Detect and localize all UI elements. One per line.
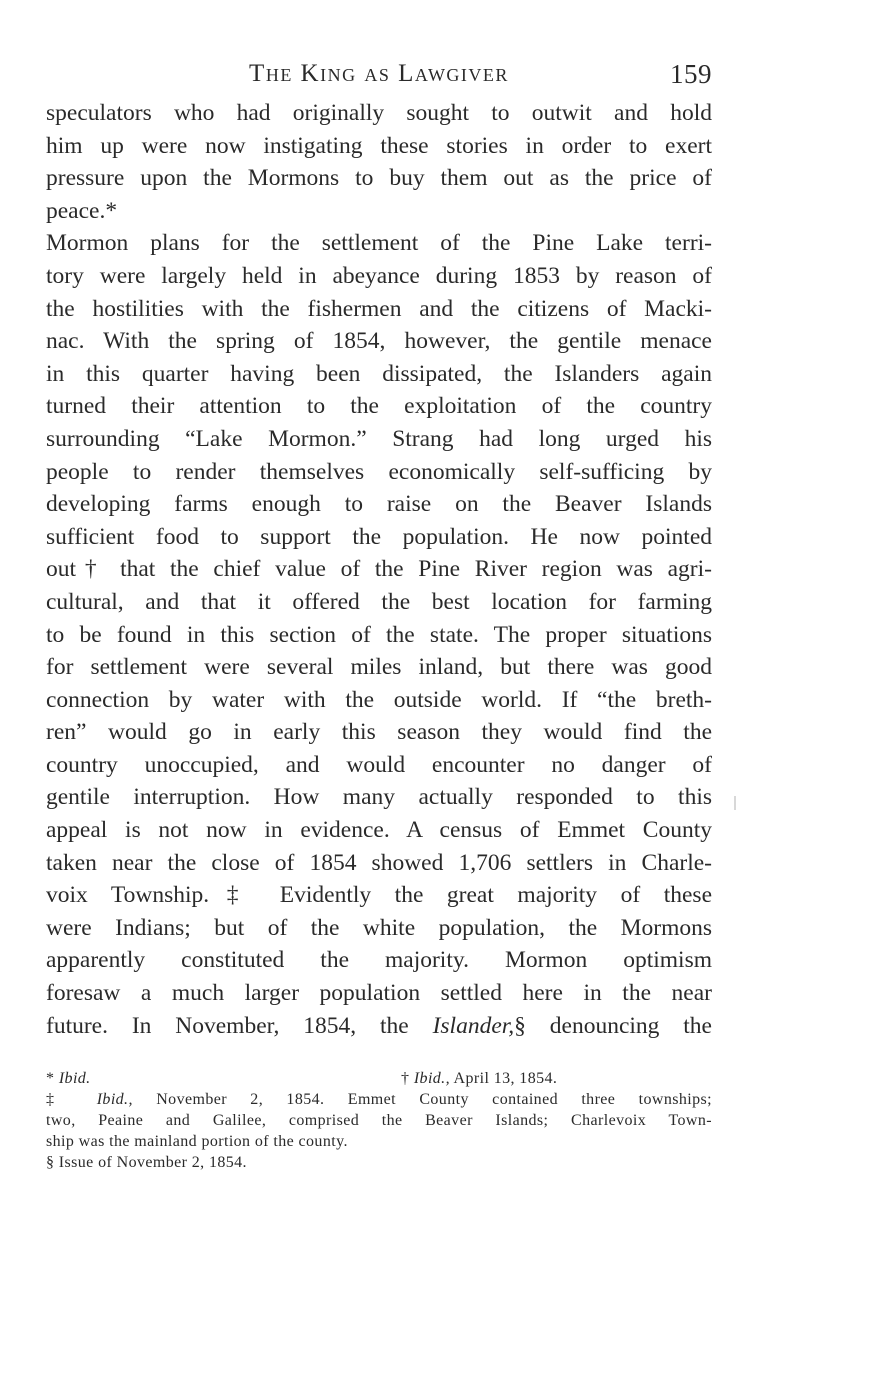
body-line: speculators who had originally sought to outwit and hold <box>46 100 712 126</box>
footnote-italic: Ibid., <box>413 1070 450 1087</box>
body-line: the hostilities with the fishermen and the citizens of Macki- <box>46 295 712 322</box>
body-line: tory were largely held in abeyance during 1853 by reason of <box>46 262 712 289</box>
page-number: 159 <box>670 59 712 89</box>
italic-title: Islander, <box>432 1012 515 1039</box>
body-line: voix Township.‡ Evidently the great majority of these <box>46 882 712 909</box>
body-line-last <box>46 1010 712 1043</box>
running-head <box>46 56 712 92</box>
body-line: country unoccupied, and would encounter no danger of <box>46 751 712 778</box>
body-text <box>46 97 712 1042</box>
body-line: in this quarter having been dissipated, the Islanders again <box>46 360 712 387</box>
footnote-3 <box>46 1089 712 1110</box>
footnote-2 <box>401 1068 557 1089</box>
footnote-row <box>46 1068 712 1089</box>
body-line: appeal is not now in evidence. A census of Emmet County <box>46 817 712 844</box>
body-line: for settlement were several miles inland, but there was good <box>46 654 712 681</box>
footnote-text: November 2, 1854. Emmet County contained three townships; <box>132 1091 712 1108</box>
footnotes <box>46 1068 712 1173</box>
footnote-mark: ‡ <box>46 1091 97 1108</box>
body-line: ren” would go in early this season they would find the <box>46 719 712 746</box>
body-line: foresaw a much larger population settled here in the near <box>46 980 712 1007</box>
body-line: apparently constituted the majority. Mormon optimism <box>46 947 712 974</box>
body-line: surrounding “Lake Mormon.” Strang had long urged his <box>46 425 712 452</box>
body-line: turned their attention to the exploitation of the country <box>46 393 712 420</box>
body-line: people to render themselves economically self-sufficing by <box>46 458 712 485</box>
body-line: peace.* <box>46 197 118 224</box>
body-line-lead: future. In November, 1854, the <box>46 1012 409 1039</box>
body-line: to be found in this section of the state. The proper situations <box>46 621 712 648</box>
body-line: were Indians; but of the white population, the Mormons <box>46 914 712 941</box>
running-title: The King as Lawgiver <box>249 60 509 87</box>
body-line: developing farms enough to raise on the Beaver Islands <box>46 491 712 518</box>
footnote-3-line-2: two, Peaine and Galilee, comprised the Beaver Islands; Charlevoix Town- <box>46 1112 712 1129</box>
footnote-mark: * <box>46 1070 59 1087</box>
body-line: gentile interruption. How many actually responded to this <box>46 784 712 811</box>
body-line: cultural, and that it offered the best location for farming <box>46 588 712 615</box>
footnote-italic: Ibid. <box>58 1070 91 1087</box>
body-line: connection by water with the outside world. If “the breth- <box>46 686 712 713</box>
body-line: pressure upon the Mormons to buy them out as the price of <box>46 165 712 192</box>
body-line: sufficient food to support the population. He now pointed <box>46 523 712 550</box>
body-line-tail: § denouncing the <box>514 1012 712 1039</box>
footnote-mark: † <box>401 1070 414 1087</box>
body-line: nac. With the spring of 1854, however, the gentile menace <box>46 328 712 355</box>
margin-mark <box>734 796 736 810</box>
footnote-italic: Ibid., <box>96 1091 133 1108</box>
footnote-4: § Issue of November 2, 1854. <box>46 1154 247 1171</box>
body-line: Mormon plans for the settlement of the Pine Lake terri- <box>46 230 712 257</box>
footnote-text: April 13, 1854. <box>450 1070 558 1087</box>
footnote-1 <box>46 1068 91 1089</box>
body-line: out† that the chief value of the Pine River region was agri- <box>46 556 712 583</box>
body-line: taken near the close of 1854 showed 1,706 settlers in Charle- <box>46 849 712 876</box>
body-line: him up were now instigating these stories in order to exert <box>46 132 712 159</box>
footnote-3-line-3: ship was the mainland portion of the county. <box>46 1133 348 1150</box>
